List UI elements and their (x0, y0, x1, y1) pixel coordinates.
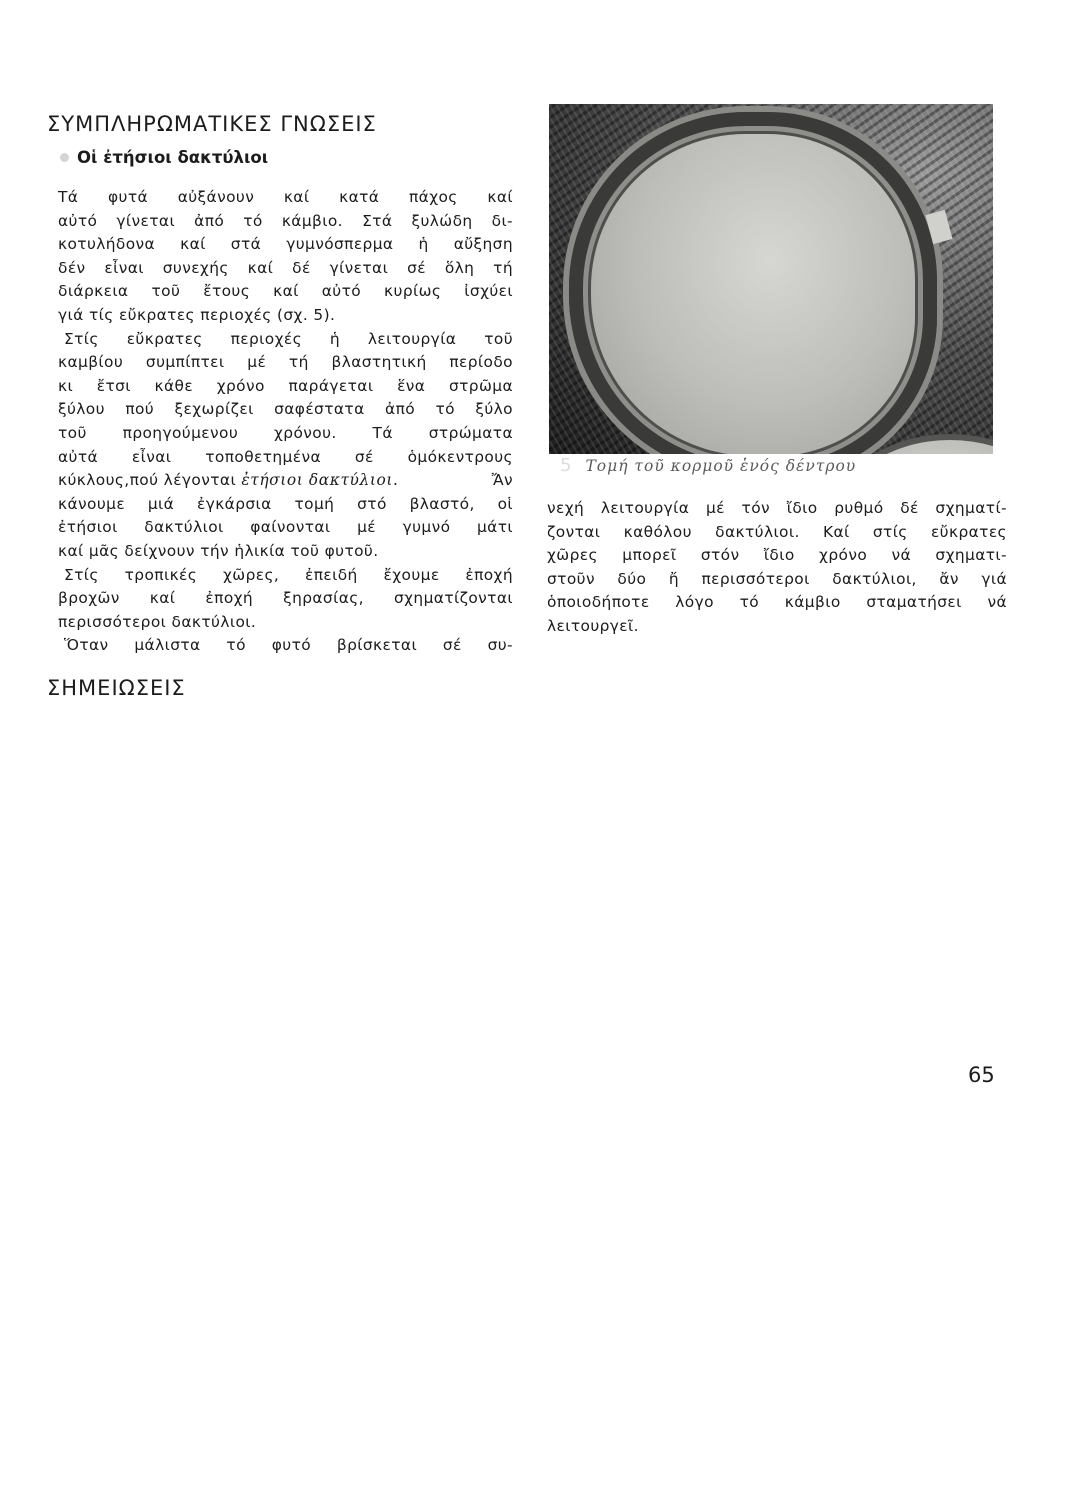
notes-title: ΣΗΜΕΙΩΣΕΙΣ (47, 676, 186, 700)
text-line: Στίς εὔκρατες περιοχές ἡ λειτουργία τοῦ (64, 329, 513, 348)
figure-number: 5 (560, 455, 572, 476)
text-line: Τά φυτά αὐξάνουν καί κατά πάχος καί (58, 188, 513, 206)
trunk-cross-section (569, 112, 937, 454)
text-line: καμβίου συμπίπτει μέ τή βλαστητική περίοδο (58, 353, 513, 372)
figure-caption-text: Τομή τοῦ κορμοῦ ἑνός δέντρου (585, 457, 857, 475)
text-line: δέν εἶναι συνεχής καί δέ γίνεται σέ ὅλη τή (58, 258, 513, 277)
text-line: ὁποιοδήποτε λόγο τό κάμβιο σταματήσει νά (547, 593, 1007, 612)
text-line: κάνουμε μιά ἐγκάρσια τομή στό βλαστό, οἱ (58, 494, 513, 513)
text-line: καί μᾶς δείχνουν τήν ἡλικία τοῦ φυτοῦ. (58, 541, 379, 560)
figure-caption (560, 455, 1000, 476)
text-line: νεχή λειτουργία μέ τόν ἴδιο ρυθμό δέ σχηματί- (547, 499, 1007, 517)
page-number: 65 (968, 1063, 995, 1087)
text-line: βροχῶν καί ἐποχή ξηρασίας, σχηματίζονται (58, 589, 513, 608)
text-line: χῶρες μπορεῖ στόν ἴδιο χρόνο νά σχηματι- (547, 546, 1007, 565)
tree-cross-section-photo (549, 104, 993, 454)
subsection-title (60, 148, 268, 167)
text-line: γιά τίς εὔκρατες περιοχές (σχ. 5). (58, 305, 336, 324)
bullet-icon (60, 153, 69, 162)
left-text-column (58, 186, 513, 658)
right-text-column (547, 497, 1007, 639)
text-line: κοτυλήδονα καί στά γυμνόσπερμα ἡ αὔξηση (58, 235, 513, 254)
subsection-title-text: Οἱ ἐτήσιοι δακτύλιοι (77, 148, 269, 167)
text-segment: Ἄν (491, 471, 513, 490)
text-line: τοῦ προηγούμενου χρόνου. Τά στρώματα (58, 423, 513, 442)
key-term: ἐτήσιοι δακτύλιοι. (241, 471, 399, 490)
text-line-with-term (58, 469, 513, 493)
text-line: Στίς τροπικές χῶρες, ἐπειδή ἔχουμε ἐποχή (64, 565, 513, 584)
text-line: ξύλου πού ξεχωρίζει σαφέστατα ἀπό τό ξύλο (58, 400, 513, 419)
text-line: Ὅταν μάλιστα τό φυτό βρίσκεται σέ συ- (64, 636, 513, 655)
text-line: αὐτό γίνεται ἀπό τό κάμβιο. Στά ξυλώδη δι- (58, 211, 513, 230)
text-line: λειτουργεῖ. (547, 616, 639, 635)
text-line: ζονται καθόλου δακτύλιοι. Καί στίς εὔκρατες (547, 522, 1007, 541)
text-line: στοῦν δύο ἤ περισσότεροι δακτύλιοι, ἄν γιά (547, 569, 1007, 588)
section-title: ΣΥΜΠΛΗΡΩΜΑΤΙΚΕΣ ΓΝΩΣΕΙΣ (47, 112, 377, 136)
text-line: κι ἔτσι κάθε χρόνο παράγεται ἕνα στρῶμα (58, 376, 513, 395)
text-line: διάρκεια τοῦ ἔτους καί αὐτό κυρίως ἰσχύει (58, 282, 513, 301)
text-line: αὐτά εἶναι τοποθετημένα σέ ὁμόκεντρους (58, 447, 513, 466)
text-line: περισσότεροι δακτύλιοι. (58, 612, 257, 631)
text-segment: κύκλους,πού λέγονται (58, 471, 237, 490)
text-line: ἐτήσιοι δακτύλιοι φαίνονται μέ γυμνό μάτι (58, 518, 513, 537)
